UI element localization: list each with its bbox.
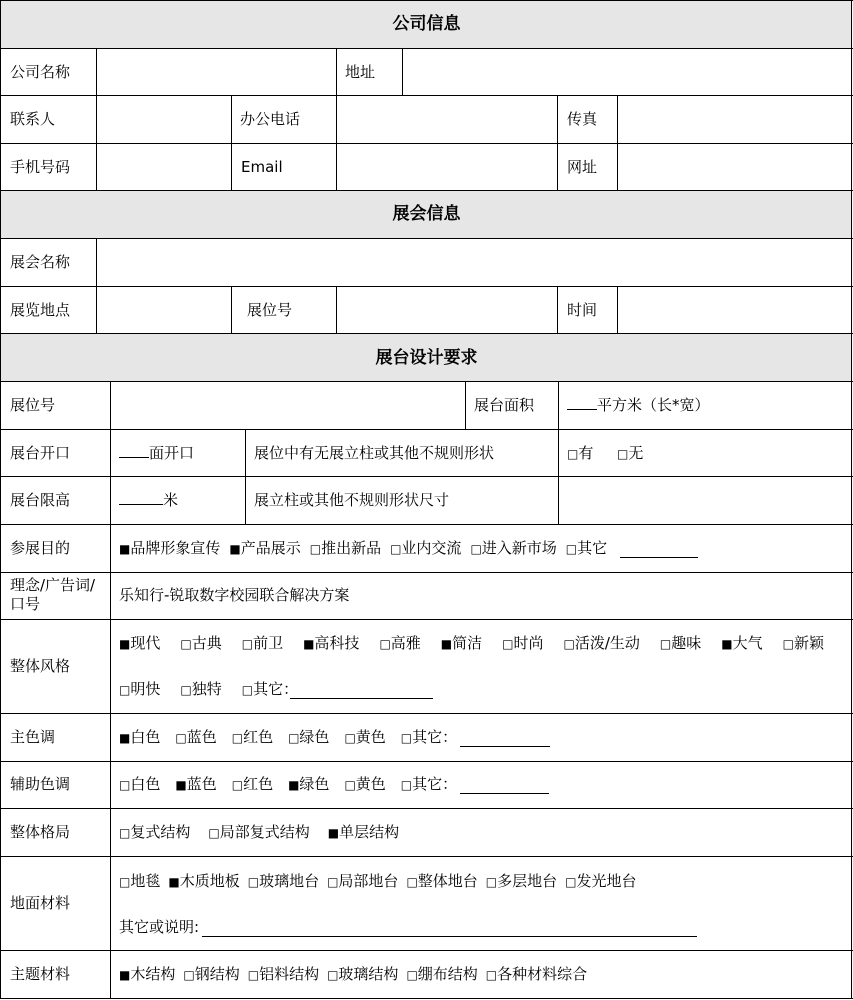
table-rule [465, 381, 466, 429]
option-label: 绿色 [299, 775, 330, 793]
option-label: 红色 [243, 775, 274, 793]
option-label: 蓝色 [186, 728, 217, 746]
checked-box-icon: ■ [229, 542, 241, 556]
table-rule [0, 0, 1, 999]
option-item[interactable] [288, 728, 329, 746]
checkbox-icon: □ [379, 637, 391, 651]
option-label: 明快 [130, 680, 161, 698]
checked-box-icon: ■ [175, 778, 187, 792]
option-label: 业内交流 [401, 539, 462, 557]
checkbox-icon: □ [502, 637, 514, 651]
checkbox-icon: □ [567, 447, 579, 461]
option-item[interactable] [486, 965, 587, 983]
option-item[interactable] [566, 539, 607, 557]
floor-other-label: 其它或说明: [119, 918, 200, 936]
option-label: 白色 [130, 775, 161, 793]
checkbox-icon: □ [119, 875, 131, 889]
style-other-blank [290, 698, 433, 699]
checkbox-icon: □ [565, 542, 578, 556]
checkbox-icon: □ [390, 542, 402, 556]
table-rule [0, 238, 853, 239]
option-item[interactable] [248, 872, 319, 890]
option-item[interactable] [119, 872, 160, 890]
checked-box-icon: ■ [119, 731, 131, 745]
option-label: 玻璃地台 [259, 872, 320, 890]
checkbox-icon: □ [782, 637, 794, 651]
option-label: 其它： [412, 728, 458, 746]
option-label: 古典 [191, 634, 222, 652]
mobile-label: 手机号码 [10, 158, 71, 176]
style-label: 整体风格 [10, 657, 71, 675]
booth-area-label: 展台面积 [474, 396, 535, 414]
option-label: 铝料结构 [259, 965, 320, 983]
option-label: 地毯 [130, 872, 161, 890]
option-item[interactable] [310, 539, 381, 557]
main-color-other-blank [460, 746, 550, 747]
option-label: 木质地板 [179, 872, 240, 890]
pillar-size-label: 展立柱或其他不规则形状尺寸 [254, 491, 450, 509]
table-rule [0, 713, 853, 714]
option-label: 其它： [253, 680, 299, 698]
table-rule [96, 48, 97, 191]
option-item[interactable] [175, 728, 216, 746]
height-value [119, 490, 178, 510]
checkbox-icon: □ [231, 778, 244, 792]
checkbox-icon: □ [288, 731, 300, 745]
checkbox-icon: □ [400, 778, 413, 792]
checked-box-icon: ■ [168, 875, 180, 889]
option-label: 钢结构 [194, 965, 240, 983]
option-item[interactable] [486, 872, 557, 890]
opening-label: 展台开口 [10, 444, 71, 462]
checkbox-icon: □ [119, 778, 131, 792]
checkbox-icon: □ [241, 683, 254, 697]
table-rule [0, 48, 853, 49]
floor-label: 地面材料 [10, 894, 71, 912]
checkbox-icon: □ [485, 875, 498, 889]
table-rule [0, 950, 853, 951]
option-item[interactable] [344, 728, 385, 746]
checkbox-icon: □ [241, 637, 254, 651]
option-item[interactable] [242, 680, 298, 698]
opening-value [119, 443, 194, 463]
height-label: 展台限高 [10, 491, 71, 509]
option-label: 新颖 [793, 634, 824, 652]
slogan-label-line2: 口号 [10, 595, 41, 613]
exhibition-section-title: 展会信息 [392, 204, 461, 224]
option-label: 大气 [732, 634, 763, 652]
option-item[interactable] [660, 634, 701, 652]
email-label: Email [241, 158, 283, 176]
option-label: 蓝色 [186, 775, 217, 793]
checkbox-icon: □ [406, 968, 418, 982]
checkbox-icon: □ [247, 968, 260, 982]
option-label: 独特 [191, 680, 222, 698]
option-label: 高科技 [314, 634, 360, 652]
venue-label: 展览地点 [10, 301, 71, 319]
option-label: 玻璃结构 [338, 965, 399, 983]
table-rule [0, 619, 853, 620]
option-label: 现代 [130, 634, 161, 652]
slogan-label [10, 576, 95, 614]
checkbox-icon: □ [309, 542, 322, 556]
checked-box-icon: ■ [119, 968, 131, 982]
checked-box-icon: ■ [119, 542, 131, 556]
option-item[interactable] [232, 775, 273, 793]
table-rule [0, 572, 853, 573]
floor-options [119, 871, 645, 892]
option-label: 整体地台 [417, 872, 478, 890]
checkbox-icon: □ [406, 875, 418, 889]
website-label: 网址 [567, 158, 598, 176]
checkbox-icon: □ [344, 778, 356, 792]
company-name-label: 公司名称 [10, 63, 71, 81]
layout-label: 整体格局 [10, 823, 71, 841]
option-label: 时尚 [513, 634, 544, 652]
option-label: 品牌形象宣传 [130, 539, 221, 557]
area-unit: 平方米（长*宽） [597, 396, 710, 414]
option-item[interactable] [288, 775, 329, 793]
option-label: 产品展示 [240, 539, 301, 557]
time-label: 时间 [567, 301, 598, 319]
area-blank [567, 395, 597, 410]
table-rule [0, 333, 853, 334]
style-options-row1 [119, 633, 844, 654]
table-rule [0, 429, 853, 430]
layout-options [119, 822, 417, 843]
option-label: 发光地台 [576, 872, 637, 890]
option-label: 绷布结构 [417, 965, 478, 983]
aux-color-other-blank [460, 793, 549, 794]
checkbox-icon: □ [183, 968, 195, 982]
aux-color-label: 辅助色调 [10, 775, 71, 793]
option-item[interactable] [327, 872, 398, 890]
option-item[interactable] [721, 634, 762, 652]
option-label: 白色 [130, 728, 161, 746]
option-label: 各种材料综合 [497, 965, 588, 983]
office-phone-label: 办公电话 [240, 110, 301, 128]
slogan-value: 乐知行-锐取数字校园联合解决方案 [119, 586, 350, 604]
height-blank [119, 490, 163, 505]
option-item[interactable] [183, 965, 239, 983]
checkbox-icon: □ [659, 637, 672, 651]
checkbox-icon: □ [617, 447, 629, 461]
checkbox-icon: □ [563, 637, 575, 651]
table-rule [617, 95, 618, 191]
table-rule [96, 238, 97, 334]
option-label: 进入新市场 [481, 539, 557, 557]
table-rule [0, 286, 853, 287]
option-label: 局部地台 [338, 872, 399, 890]
checkbox-icon: □ [247, 875, 260, 889]
company-section-title: 公司信息 [392, 14, 461, 34]
checkbox-icon: □ [327, 968, 339, 982]
option-label: 红色 [243, 728, 274, 746]
option-item[interactable] [406, 965, 477, 983]
pillar-question: 展位中有无展立柱或其他不规则形状 [254, 444, 495, 462]
option-item[interactable] [565, 872, 636, 890]
opening-unit: 面开口 [149, 444, 195, 462]
option-label: 黄色 [355, 728, 386, 746]
table-rule [557, 95, 558, 191]
checkbox-icon: □ [180, 683, 192, 697]
checkbox-icon: □ [470, 542, 482, 556]
height-unit: 米 [163, 491, 179, 509]
style-options-row2 [119, 679, 318, 700]
option-item[interactable] [327, 965, 398, 983]
option-label: 其它 [577, 539, 608, 557]
table-rule [336, 286, 337, 334]
opening-blank [119, 443, 149, 458]
option-item[interactable] [401, 728, 457, 746]
option-item[interactable] [119, 965, 175, 983]
exhibition-name-label: 展会名称 [10, 253, 71, 271]
checkbox-icon: □ [344, 731, 356, 745]
aux-color-options [119, 774, 472, 795]
purpose-other-blank [620, 557, 698, 558]
checked-box-icon: ■ [119, 637, 131, 651]
pillar-no-option[interactable] [617, 443, 643, 464]
option-item[interactable] [406, 872, 477, 890]
address-label: 地址 [345, 63, 376, 81]
option-label: 黄色 [355, 775, 386, 793]
checked-box-icon: ■ [440, 637, 453, 651]
table-rule [0, 761, 853, 762]
option-item[interactable] [119, 539, 220, 557]
option-label: 无 [628, 444, 644, 462]
exhibition-booth-no-label: 展位号 [247, 301, 293, 319]
option-label: 趣味 [671, 634, 702, 652]
checkbox-icon: □ [485, 968, 498, 982]
checked-box-icon: ■ [303, 637, 315, 651]
table-rule [336, 48, 337, 191]
fax-label: 传真 [567, 110, 598, 128]
material-label: 主题材料 [10, 965, 71, 983]
table-rule [0, 381, 853, 382]
booth-area-value [567, 395, 710, 415]
table-rule [0, 476, 853, 477]
option-label: 活泼/生动 [574, 634, 640, 652]
option-label: 前卫 [253, 634, 284, 652]
option-label: 其它： [412, 775, 458, 793]
table-rule [557, 286, 558, 334]
option-item[interactable] [379, 634, 420, 652]
checkbox-icon: □ [231, 731, 244, 745]
checkbox-icon: □ [180, 637, 192, 651]
option-item[interactable] [119, 823, 190, 841]
option-label: 有 [578, 444, 594, 462]
checkbox-icon: □ [175, 731, 187, 745]
table-rule [231, 286, 232, 334]
option-item[interactable] [783, 634, 824, 652]
table-rule [851, 0, 852, 999]
checkbox-icon: □ [208, 826, 220, 840]
option-item[interactable] [168, 872, 239, 890]
option-item[interactable] [344, 775, 385, 793]
table-rule [0, 95, 853, 96]
option-label: 复式结构 [130, 823, 191, 841]
option-item[interactable] [564, 634, 640, 652]
table-rule [402, 48, 403, 96]
option-item[interactable] [401, 775, 457, 793]
table-rule [231, 95, 232, 191]
option-item[interactable] [502, 634, 543, 652]
option-item[interactable] [119, 775, 160, 793]
checkbox-icon: □ [119, 826, 131, 840]
option-item[interactable] [119, 728, 160, 746]
main-color-label: 主色调 [10, 728, 56, 746]
option-label: 多层地台 [497, 872, 558, 890]
table-rule [110, 381, 111, 999]
option-item[interactable] [470, 539, 556, 557]
option-item[interactable] [208, 823, 309, 841]
option-label: 简洁 [452, 634, 483, 652]
table-rule [0, 808, 853, 809]
booth-no-label: 展位号 [10, 396, 56, 414]
option-item[interactable] [248, 965, 319, 983]
option-label: 木结构 [130, 965, 176, 983]
option-item[interactable] [119, 634, 160, 652]
option-item[interactable] [303, 634, 359, 652]
checked-box-icon: ■ [721, 637, 733, 651]
option-item[interactable] [229, 539, 300, 557]
table-rule [245, 429, 246, 525]
floor-other-blank [202, 936, 697, 937]
purpose-options [119, 538, 616, 559]
table-rule [0, 524, 853, 525]
table-rule [558, 381, 559, 525]
option-label: 推出新品 [321, 539, 382, 557]
table-rule [0, 190, 853, 191]
option-item[interactable] [328, 823, 399, 841]
option-item[interactable] [390, 539, 461, 557]
table-rule [0, 998, 853, 999]
slogan-label-line1: 理念/广告词/ [10, 576, 96, 594]
table-rule [617, 286, 618, 334]
checkbox-icon: □ [565, 875, 577, 889]
option-label: 绿色 [299, 728, 330, 746]
table-rule [0, 143, 853, 144]
purpose-label: 参展目的 [10, 539, 71, 557]
option-label: 局部复式结构 [219, 823, 310, 841]
main-color-options [119, 727, 472, 748]
checkbox-icon: □ [327, 875, 339, 889]
option-label: 单层结构 [339, 823, 400, 841]
booth-section-title: 展台设计要求 [375, 348, 478, 368]
table-rule [0, 856, 853, 857]
table-rule [0, 0, 853, 1]
pillar-yes-option[interactable] [567, 443, 593, 464]
option-item[interactable] [441, 634, 482, 652]
checkbox-icon: □ [119, 683, 131, 697]
option-label: 高雅 [390, 634, 421, 652]
contact-label: 联系人 [10, 110, 56, 128]
checkbox-icon: □ [400, 731, 413, 745]
option-item[interactable] [175, 775, 216, 793]
checked-box-icon: ■ [327, 826, 340, 840]
option-item[interactable] [119, 680, 160, 698]
option-item[interactable] [232, 728, 273, 746]
option-item[interactable] [180, 680, 221, 698]
checked-box-icon: ■ [288, 778, 300, 792]
material-options [119, 964, 595, 985]
option-item[interactable] [242, 634, 283, 652]
option-item[interactable] [180, 634, 221, 652]
